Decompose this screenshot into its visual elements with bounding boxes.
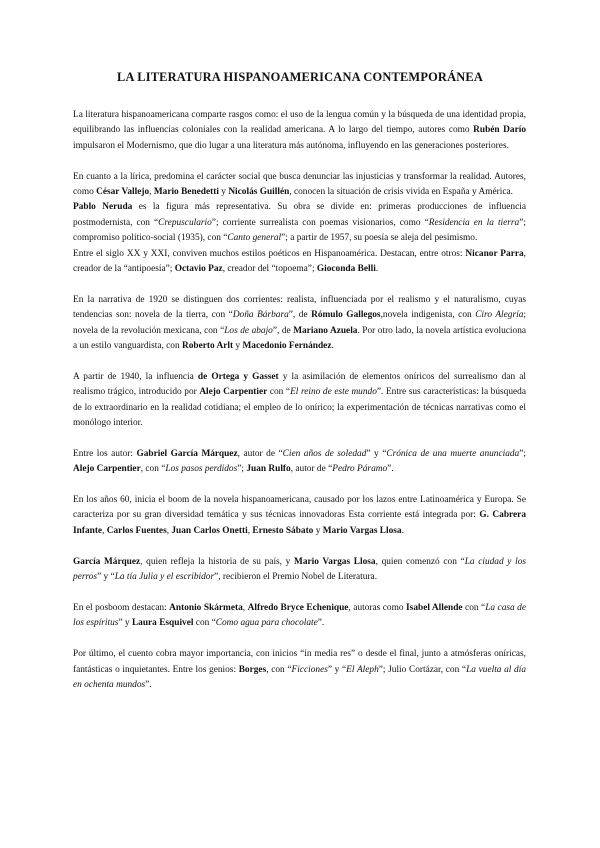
text-run: ”; bbox=[237, 464, 247, 475]
bold-text: Nicolás Guillén bbox=[228, 187, 290, 198]
text-run: y bbox=[233, 341, 243, 352]
paragraph bbox=[73, 170, 526, 201]
italic-text: Los pasos perdidos bbox=[165, 464, 238, 475]
text-run: ”; compromiso político-social (1935), con “ bbox=[73, 217, 526, 244]
text-run: , bbox=[166, 525, 172, 536]
text-run: , creador de la “antipoesía”; bbox=[73, 248, 526, 275]
text-run: En la narrativa de 1920 se distinguen dos corrientes: realista, influenciada por el realismo y el naturalismo, cuyas tendencias son: novela de la tierra, con “ bbox=[73, 294, 526, 321]
italic-text: Como agua para chocolate bbox=[215, 618, 318, 629]
text-run: ”, de bbox=[272, 325, 294, 336]
italic-text: Residencia en la tierra bbox=[428, 217, 520, 228]
text-run: Por último, el cuento cobra mayor importancia, con inicios “in media res” o desde el final, junto a atmósferas oníricas, fantásticas o inquietantes. Entre los genios: bbox=[73, 649, 526, 675]
text-run: ”, recibieron el Premio Nobel de Literatura. bbox=[214, 572, 378, 583]
paragraph bbox=[73, 601, 526, 632]
paragraph bbox=[73, 647, 526, 693]
italic-text: La tía Julia y el escribidor bbox=[114, 572, 215, 583]
paragraph bbox=[73, 108, 526, 154]
bold-text: Isabel Allende bbox=[406, 602, 463, 613]
bold-text: Roberto Arlt bbox=[181, 341, 234, 352]
paragraph bbox=[73, 247, 526, 278]
text-run: impulsaron el Modernismo, que dio lugar a una literatura más autónoma, influyendo en las generaciones posteriores. bbox=[73, 140, 509, 151]
bold-text: G. Cabrera Infante bbox=[73, 510, 526, 536]
italic-text: La ciudad y los perros bbox=[73, 556, 527, 583]
bold-text: Alejo Carpentier bbox=[199, 387, 268, 398]
text-run: con “ bbox=[462, 602, 486, 613]
text-run: ”, de bbox=[288, 310, 312, 321]
text-run: ”; Julio Cortázar, con “ bbox=[378, 664, 467, 675]
text-run: Entre los autor: bbox=[73, 448, 137, 459]
text-run: ,novela indigenista, con bbox=[380, 310, 476, 321]
bold-text: de Ortega y Gasset bbox=[197, 371, 279, 382]
bold-text: Mario Benedetti bbox=[153, 187, 219, 198]
italic-text: El Aleph bbox=[346, 664, 379, 675]
italic-text: Crepusculario bbox=[158, 217, 212, 228]
italic-text: Los de abajo bbox=[224, 325, 273, 336]
italic-text: Crónica de una muerte anunciada bbox=[386, 448, 520, 459]
text-run: y bbox=[313, 525, 323, 536]
text-run: , quien refleja la historia de su país, y bbox=[140, 556, 295, 567]
italic-text: Doña Bárbara bbox=[232, 310, 289, 321]
bold-text: Gioconda Belli bbox=[316, 264, 376, 275]
paragraph bbox=[73, 200, 526, 246]
bold-text: Borges bbox=[238, 664, 267, 675]
italic-text: La vuelta al día en ochenta mundos bbox=[73, 664, 526, 690]
text-run: En cuanto a la lírica, predomina el carácter social que busca denunciar las injusticias y transformar la realidad. Autores, como bbox=[73, 171, 526, 198]
italic-text: El reino de este mundo bbox=[290, 387, 377, 398]
text-run: . bbox=[331, 341, 334, 352]
text-run: ” y “ bbox=[366, 448, 387, 459]
italic-text: Ciro Alegría bbox=[475, 310, 524, 321]
italic-text: Canto general bbox=[227, 233, 282, 244]
text-run: A partir de 1940, la influencia bbox=[73, 371, 198, 382]
text-run: ”. bbox=[387, 464, 394, 475]
text-run: con “ bbox=[267, 387, 291, 398]
bold-text: Octavio Paz bbox=[174, 264, 223, 275]
text-run: , conocen la situación de crisis vivida en España y América. bbox=[289, 187, 513, 198]
bold-text: Alejo Carpentier bbox=[73, 464, 141, 475]
text-run: , bbox=[102, 525, 107, 536]
text-run: , bbox=[247, 525, 253, 536]
italic-text: Pedro Páramo bbox=[332, 464, 388, 475]
document-title: LA LITERATURA HISPANOAMERICANA CONTEMPORÁNEA bbox=[117, 70, 483, 84]
bold-text: Mario Vargas Llosa bbox=[294, 556, 376, 567]
text-run: con “ bbox=[193, 618, 216, 629]
text-run: es la figura más representativa. Su obra se divide en: primeras producciones de influencia postmodernista, con “ bbox=[73, 202, 526, 228]
text-run: . bbox=[375, 264, 379, 275]
bold-text: Alfredo Bryce Echenique bbox=[247, 602, 349, 613]
text-run: y bbox=[218, 187, 229, 198]
text-run: , autor de “ bbox=[237, 448, 283, 459]
italic-text: Cien años de soledad bbox=[282, 448, 367, 459]
paragraph bbox=[73, 447, 526, 478]
bold-text: Ernesto Sábato bbox=[252, 525, 314, 536]
text-run: y la asimilación de elementos oníricos del surrealismo dan al realismo trágico, introducido por bbox=[73, 371, 526, 398]
italic-text: La casa de los espíritus bbox=[73, 602, 526, 629]
text-run: ”. Entre sus características: la búsqueda de lo extraordinario en la realidad cotidiana; el empleo de lo onírico; la experimentación de técnicas narrativas como el monólogo interior. bbox=[73, 387, 526, 429]
text-run: , autor de “ bbox=[290, 464, 333, 475]
text-run: Entre el siglo XX y XXI, conviven muchos estilos poéticos en Hispanoamérica. Destacan, entre otros: bbox=[73, 248, 466, 259]
document-body bbox=[73, 108, 526, 709]
bold-text: Gabriel García Márquez bbox=[136, 448, 238, 459]
paragraph bbox=[73, 493, 526, 539]
bold-text: Nicanor Parra bbox=[465, 248, 524, 259]
text-run: , bbox=[149, 187, 154, 198]
text-run: ”. bbox=[317, 618, 325, 629]
text-run: , bbox=[242, 602, 248, 613]
italic-text: Ficciones bbox=[291, 664, 328, 675]
text-run: , con “ bbox=[140, 464, 166, 475]
text-run: . bbox=[401, 525, 404, 536]
bold-text: Rubén Darío bbox=[473, 125, 526, 136]
bold-text: Pablo Neruda bbox=[73, 202, 133, 213]
paragraph bbox=[73, 370, 526, 432]
paragraph bbox=[73, 293, 526, 355]
text-run: La literatura hispanoamericana comparte rasgos como: el uso de la lengua común y la búsqueda de una identidad propia, equilibrando las influencias coloniales con la realidad americana. A lo largo del tiempo, autores como bbox=[73, 110, 526, 136]
text-run: ”; corriente surrealista con poemas visionarios, como “ bbox=[211, 217, 429, 228]
text-run: En el posboom destacan: bbox=[73, 602, 170, 613]
text-run: ”. bbox=[145, 679, 152, 690]
bold-text: Carlos Fuentes bbox=[106, 525, 167, 536]
bold-text: Rómulo Gallegos bbox=[311, 310, 381, 321]
text-run: , autoras como bbox=[348, 602, 407, 613]
bold-text: Mariano Azuela bbox=[293, 325, 358, 336]
bold-text: Juan Carlos Onetti bbox=[171, 525, 248, 536]
text-run: En los años 60, inicia el boom de la novela hispanoamericana, causado por los lazos entre Latinoamérica y Europa. Se caracteriza por su gran diversidad temática y sus técnicas innovadoras Esta corriente está integrada por: bbox=[73, 495, 526, 521]
text-run: , con “ bbox=[266, 664, 292, 675]
bold-text: Antonio Skármeta bbox=[169, 602, 243, 613]
text-run: ” y “ bbox=[327, 664, 347, 675]
text-run: ”; a partir de 1957, su poesía se aleja del pesimismo. bbox=[281, 233, 478, 244]
text-run: . Por otro lado, la novela artística evoluciona a un estilo vanguardista, con bbox=[73, 325, 527, 352]
text-run: ”; bbox=[519, 448, 526, 459]
text-run: ” y “ bbox=[97, 572, 115, 583]
text-run: ; novela de la revolución mexicana, con “ bbox=[73, 310, 526, 336]
bold-text: Juan Rulfo bbox=[246, 464, 291, 475]
paragraph bbox=[73, 555, 526, 586]
text-run: , quien comenzó con “ bbox=[375, 556, 465, 567]
bold-text: Mario Vargas Llosa bbox=[322, 525, 402, 536]
bold-text: García Márquez bbox=[73, 556, 141, 567]
bold-text: Laura Esquivel bbox=[131, 618, 194, 629]
text-run: ” y bbox=[118, 618, 132, 629]
bold-text: César Vallejo bbox=[96, 187, 150, 198]
text-run: , creador del “topoema”; bbox=[222, 264, 317, 275]
bold-text: Macedonio Fernández bbox=[242, 341, 332, 352]
